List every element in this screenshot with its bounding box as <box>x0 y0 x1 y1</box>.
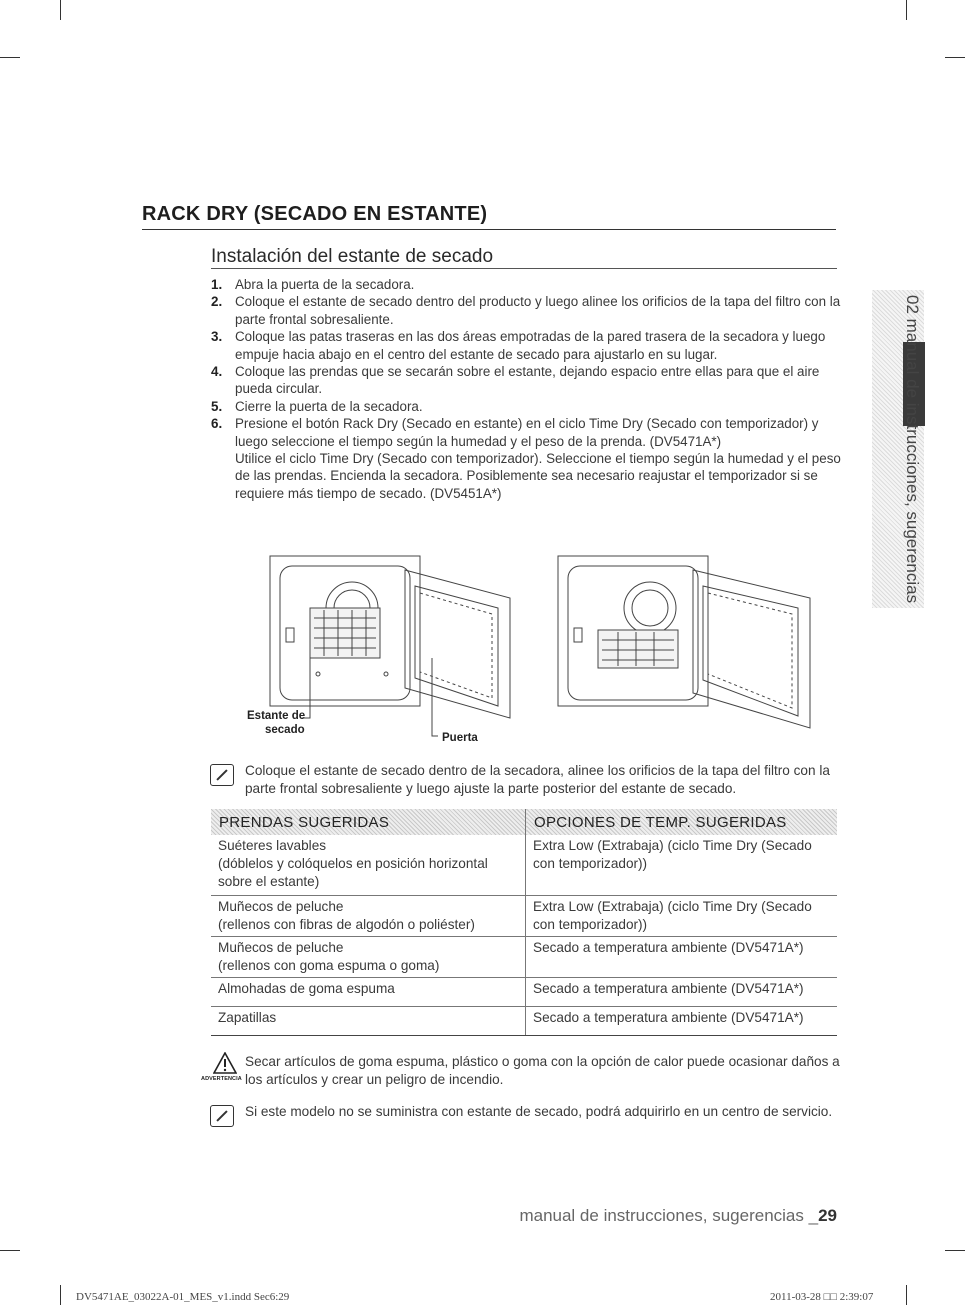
label-rack: Estante de <box>247 710 306 722</box>
steps-list <box>211 276 841 502</box>
footer-text: manual de instrucciones, sugerencias _ <box>519 1206 819 1225</box>
table-row <box>211 835 837 896</box>
subsection-title: Instalación del estante de secado <box>211 246 837 269</box>
step-number: 2. <box>211 294 223 310</box>
step-number: 1. <box>211 277 223 292</box>
step-item <box>211 293 841 328</box>
step-number: 5. <box>211 398 223 414</box>
slug-date: 2011-03-28 □□ 2:39:07 <box>770 1291 874 1303</box>
row-detail: (rellenos con goma espuma o goma) <box>218 958 440 973</box>
suggestions-table <box>211 809 837 1036</box>
row-option: Secado a temperatura ambiente (DV5471A*) <box>533 940 804 955</box>
step-text: Abra la puerta de la secadora. <box>235 277 415 292</box>
step-item <box>211 415 841 502</box>
warning-block <box>210 1053 850 1093</box>
row-item: Muñecos de peluche <box>218 899 344 914</box>
crop-mark <box>906 1285 907 1305</box>
row-option: Extra Low (Extrabaja) (ciclo Time Dry (Secado con temporizador)) <box>533 899 812 932</box>
note-text: Coloque el estante de secado dentro de la secadora, alinee los orificios de la tapa del filtro con la parte frontal sobresaliente y luego ajuste la parte posterior del estante de secado. <box>245 763 830 796</box>
page-number: 29 <box>818 1206 837 1225</box>
step-text: Coloque el estante de secado dentro del producto y luego alinee los orificios de la tapa del filtro con la parte frontal sobresaliente. <box>235 294 841 327</box>
door-left <box>405 570 510 718</box>
row-item: Almohadas de goma espuma <box>218 981 395 996</box>
row-detail: (rellenos con fibras de algodón o poliéster) <box>218 917 475 932</box>
table-header-items: PRENDAS SUGERIDAS <box>211 809 526 835</box>
warning-label: ADVERTENCIA <box>201 1076 242 1082</box>
step-text: Coloque las patas traseras en las dos áreas empotradas de la pared trasera de la secadora y luego empuje hacia abajo en el centro del estante de secado para ajustarlo en su lugar. <box>235 329 826 362</box>
crop-mark <box>945 57 965 58</box>
section-title: RACK DRY (SECADO EN ESTANTE) <box>142 203 836 230</box>
step-text: Cierre la puerta de la secadora. <box>235 398 423 414</box>
row-option: Secado a temperatura ambiente (DV5471A*) <box>533 981 804 996</box>
row-detail: (dóblelos y colóquelos en posición horizontal sobre el estante) <box>218 856 488 889</box>
page-footer <box>500 1206 837 1226</box>
note-text-2: Si este modelo no se suministra con estante de secado, podrá adquirirlo en un centro de servicio. <box>245 1104 833 1119</box>
crop-mark <box>60 0 61 20</box>
table-header-options: OPCIONES DE TEMP. SUGERIDAS <box>526 809 838 835</box>
note-block <box>210 762 850 802</box>
crop-mark <box>60 1285 61 1305</box>
row-item: Suéteres lavables <box>218 838 327 853</box>
crop-mark <box>0 1250 20 1251</box>
step-item <box>211 276 841 293</box>
step-text-extra: Utilice el ciclo Time Dry (Secado con temporizador). Seleccione el tiempo según la humedad y el peso de las prendas. Encienda la secadora. Posiblemente sea necesario reajustar el temporizador si se requiere más tiempo de secado. (DV5451A*) <box>235 451 841 501</box>
slug-file: DV5471AE_03022A-01_MES_v1.indd Sec6:29 <box>76 1291 290 1303</box>
note-icon <box>210 1105 234 1127</box>
side-tab-label: 02 manual de instrucciones, sugerencias <box>903 294 922 604</box>
crop-mark <box>906 0 907 20</box>
row-option: Secado a temperatura ambiente (DV5471A*) <box>533 1010 804 1025</box>
step-text: Coloque las prendas que se secarán sobre el estante, dejando espacio entre ellas para que el aire pueda circular. <box>235 364 820 397</box>
label-rack-2: secado <box>265 724 305 736</box>
row-option: Extra Low (Extrabaja) (ciclo Time Dry (Secado con temporizador)) <box>533 838 812 871</box>
step-item <box>211 328 841 363</box>
warning-text: Secar artículos de goma espuma, plástico o goma con la opción de calor puede ocasionar daños a los artículos y crear un peligro de incendio. <box>245 1054 840 1087</box>
dryer-illustration <box>240 548 830 748</box>
table-row <box>211 978 837 1007</box>
row-item: Zapatillas <box>218 1010 277 1025</box>
note-block-2 <box>210 1103 850 1143</box>
step-text: Presione el botón Rack Dry (Secado en estante) en el ciclo Time Dry (Secado con temporizador) y luego seleccione el tiempo según la humedad y el peso de la prenda. (DV5471A*) <box>235 416 819 449</box>
table-row <box>211 937 837 978</box>
table-row <box>211 1007 837 1036</box>
note-icon <box>210 764 234 786</box>
table-row <box>211 896 837 937</box>
step-item <box>211 363 841 398</box>
crop-mark <box>0 57 20 58</box>
step-item <box>211 398 841 415</box>
step-number: 3. <box>211 329 223 345</box>
step-number: 6. <box>211 416 223 432</box>
crop-mark <box>945 1250 965 1251</box>
step-number: 4. <box>211 364 223 380</box>
row-item: Muñecos de peluche <box>218 940 344 955</box>
label-door: Puerta <box>442 732 478 744</box>
